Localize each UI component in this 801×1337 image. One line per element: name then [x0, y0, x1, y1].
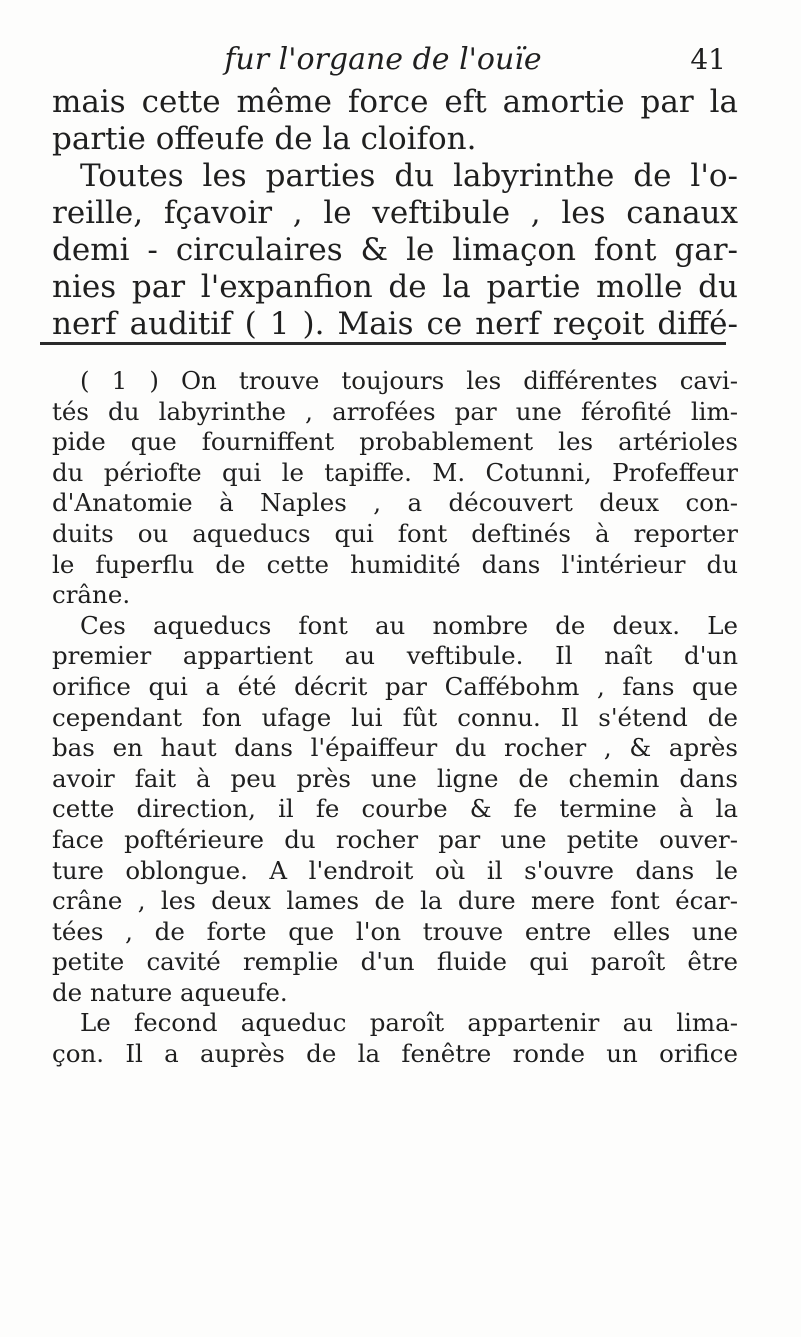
text-line: mais cette même force eft amortie par la	[52, 84, 738, 120]
text-line: partie offeufe de la cloifon.	[52, 121, 477, 157]
footnote-line: petite cavité remplie d'un fluide qui paroît être	[52, 947, 738, 977]
footnote	[52, 366, 738, 1070]
page-number: 41	[690, 43, 726, 76]
footnote-line: çon. Il a auprès de la fenêtre ronde un orifice	[52, 1039, 738, 1069]
footnote-line: cependant fon ufage lui fût connu. Il s'étend de	[52, 702, 738, 732]
footnote-line: cette direction, il fe courbe & fe termine à la	[52, 794, 738, 824]
text-line: Toutes les parties du labyrinthe de l'o-	[80, 158, 738, 194]
footnote-line: du périofte qui le tapiffe. M. Cotunni, Profeffeur	[52, 457, 738, 487]
text-line: nies par l'expanfion de la partie molle du	[52, 269, 738, 305]
footnote-line: d'Anatomie à Naples , a découvert deux con-	[52, 488, 738, 518]
footnote-divider	[40, 342, 726, 345]
footnote-line: pide que fourniffent probablement les artérioles	[52, 427, 738, 457]
footnote-line: le fuperflu de cette humidité dans l'intérieur du	[52, 549, 738, 579]
footnote-line: Ces aqueducs font au nombre de deux. Le	[80, 610, 738, 640]
footnote-line: face poftérieure du rocher par une petite ouver-	[52, 824, 738, 854]
text-line: nerf auditif ( 1 ). Mais ce nerf reçoit diffé-	[52, 306, 738, 342]
text-line: reille, fçavoir , le veftibule , les canaux	[52, 195, 738, 231]
text-line: demi - circulaires & le limaçon font gar-	[52, 232, 738, 268]
footnote-line: duits ou aqueducs qui font deftinés à reporter	[52, 518, 738, 548]
footnote-line: premier appartient au veftibule. Il naît d'un	[52, 641, 738, 671]
page-header	[40, 40, 726, 80]
footnote-line: tées , de forte que l'on trouve entre elles une	[52, 916, 738, 946]
footnote-line: crâne.	[52, 580, 131, 610]
footnote-line: de nature aqueufe.	[52, 977, 288, 1007]
footnote-line: bas en haut dans l'épaiffeur du rocher , & après	[52, 733, 738, 763]
footnote-line: orifice qui a été décrit par Caffébohm , fans que	[52, 671, 738, 701]
main-text	[52, 84, 738, 343]
footnote-line: tés du labyrinthe , arrofées par une férofité lim-	[52, 396, 738, 426]
footnote-line: ( 1 ) On trouve toujours les différentes cavi-	[80, 366, 738, 395]
footnote-line: crâne , les deux lames de la dure mere font écar-	[52, 886, 738, 916]
running-title: fur l'organe de l'ouïe	[224, 42, 542, 77]
footnote-line: Le fecond aqueduc paroît appartenir au lima-	[80, 1008, 738, 1038]
footnote-line: ture oblongue. A l'endroit où il s'ouvre dans le	[52, 855, 738, 885]
footnote-line: avoir fait à peu près une ligne de chemin dans	[52, 763, 738, 793]
